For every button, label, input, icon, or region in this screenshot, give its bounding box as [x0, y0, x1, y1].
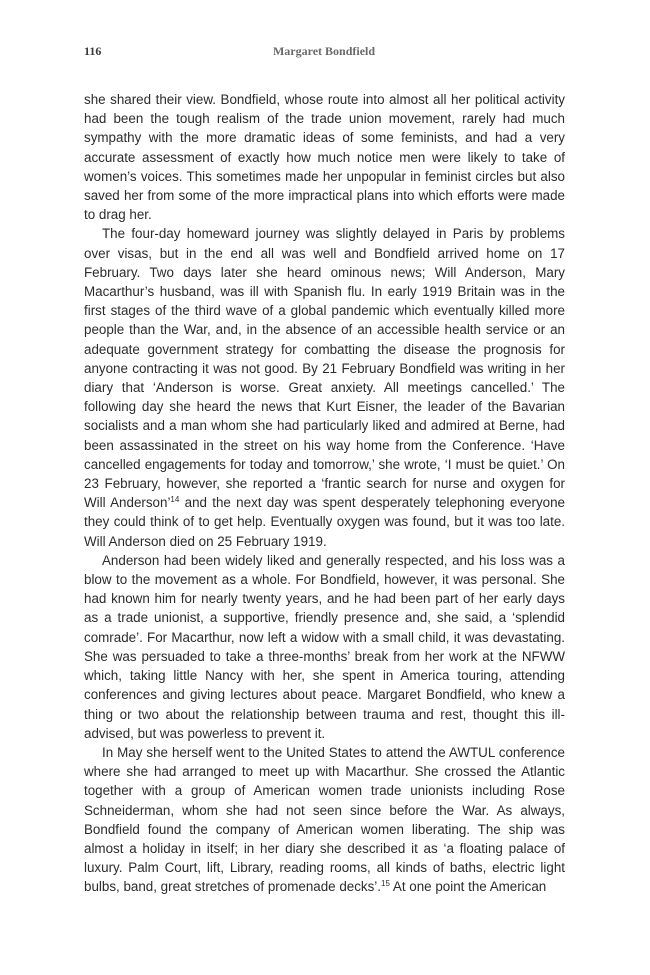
running-head	[84, 44, 564, 62]
paragraph-text: Anderson had been widely liked and generally respected, and his loss was a blow to the movement as a whole. For Bondfield, however, it was personal. She had known him for nearly twenty years, and he had been part of her early days as a trade unionist, a supportive, friendly presence and, she said, a ‘splendid comrade’. For Macarthur, now left a widow with a small child, it was devastating. She was persuaded to take a three-months’ break from her work at the NFWW which, taking little Nancy with her, she spent in America touring, attending conferences and giving lectures about peace. Margaret Bondfield, who knew a thing or two about the relationship between trauma and rest, thought this ill-advised, but was powerless to prevent it.	[84, 552, 565, 741]
page-number: 116	[84, 44, 102, 58]
footnote-ref-15: 15	[381, 879, 390, 889]
paragraph-4	[84, 743, 565, 897]
footnote-ref-14: 14	[170, 495, 180, 505]
paragraph-3	[84, 551, 565, 743]
paragraph-text: In May she herself went to the United States to attend the AWTUL conference where she had arranged to meet up with Macarthur. She crossed the Atlantic together with a group of American women trade unionists including Rose Schneiderman, whom she had not seen since before the War. As always, Bondfield found the company of American women liberating. The ship was almost a holiday in itself; in her diary she described it as ‘a floating palace of luxury. Palm Court, lift, Library, reading rooms, all kinds of baths, electric light bulbs, band, great stretches of promenade decks’.	[84, 744, 565, 895]
paragraph-text: The four-day homeward journey was slightly delayed in Paris by problems over visas, but in the end all was well and Bondfield arrived home on 17 February. Two days later she heard ominous news; Will Anderson, Mary Macarthur’s husband, was ill with Spanish flu. In early 1919 Britain was in the first stages of the third wave of a global pandemic which eventually killed more people than the War, and, in the absence of an accessible health service or an adequate government strategy for combatting the disease the prognosis for anyone contracting it was not good. By 21 February Bondfield was writing in her diary that ‘Anderson is worse. Great anxiety. All meetings cancelled.’ The following day she heard the news that Kurt Eisner, the leader of the Bavarian socialists and a man whom she had particularly liked and admired at Berne, had been assassinated in the street on his way home from the Conference. ‘Have cancelled engagements for today and tomorrow,’ she wrote, ‘I must be quiet.’ On 23 February, however, she reported a ‘frantic search for nurse and oxygen for Will Anderson’	[84, 226, 565, 511]
paragraph-text: and the next day was spent desperately telephoning everyone they could think of to get help. Eventually oxygen was found, but it was too late. Will Anderson died on 25 February 1919.	[84, 495, 565, 549]
body-text	[84, 90, 565, 897]
paragraph-text: At one point the American	[389, 879, 547, 895]
paragraph-text: she shared their view. Bondfield, whose route into almost all her political activity had been the tough realism of the trade union movement, rarely had much sympathy with the more dramatic ideas of some feminists, and had a very accurate assessment of exactly how much notice men were likely to take of women’s voices. This sometimes made her unpopular in feminist circles but also saved her from some of the more impractical plans into which efforts were made to drag her.	[84, 92, 565, 223]
running-title: Margaret Bondfield	[272, 44, 376, 58]
paragraph-1	[84, 90, 565, 224]
paragraph-2	[84, 224, 565, 550]
